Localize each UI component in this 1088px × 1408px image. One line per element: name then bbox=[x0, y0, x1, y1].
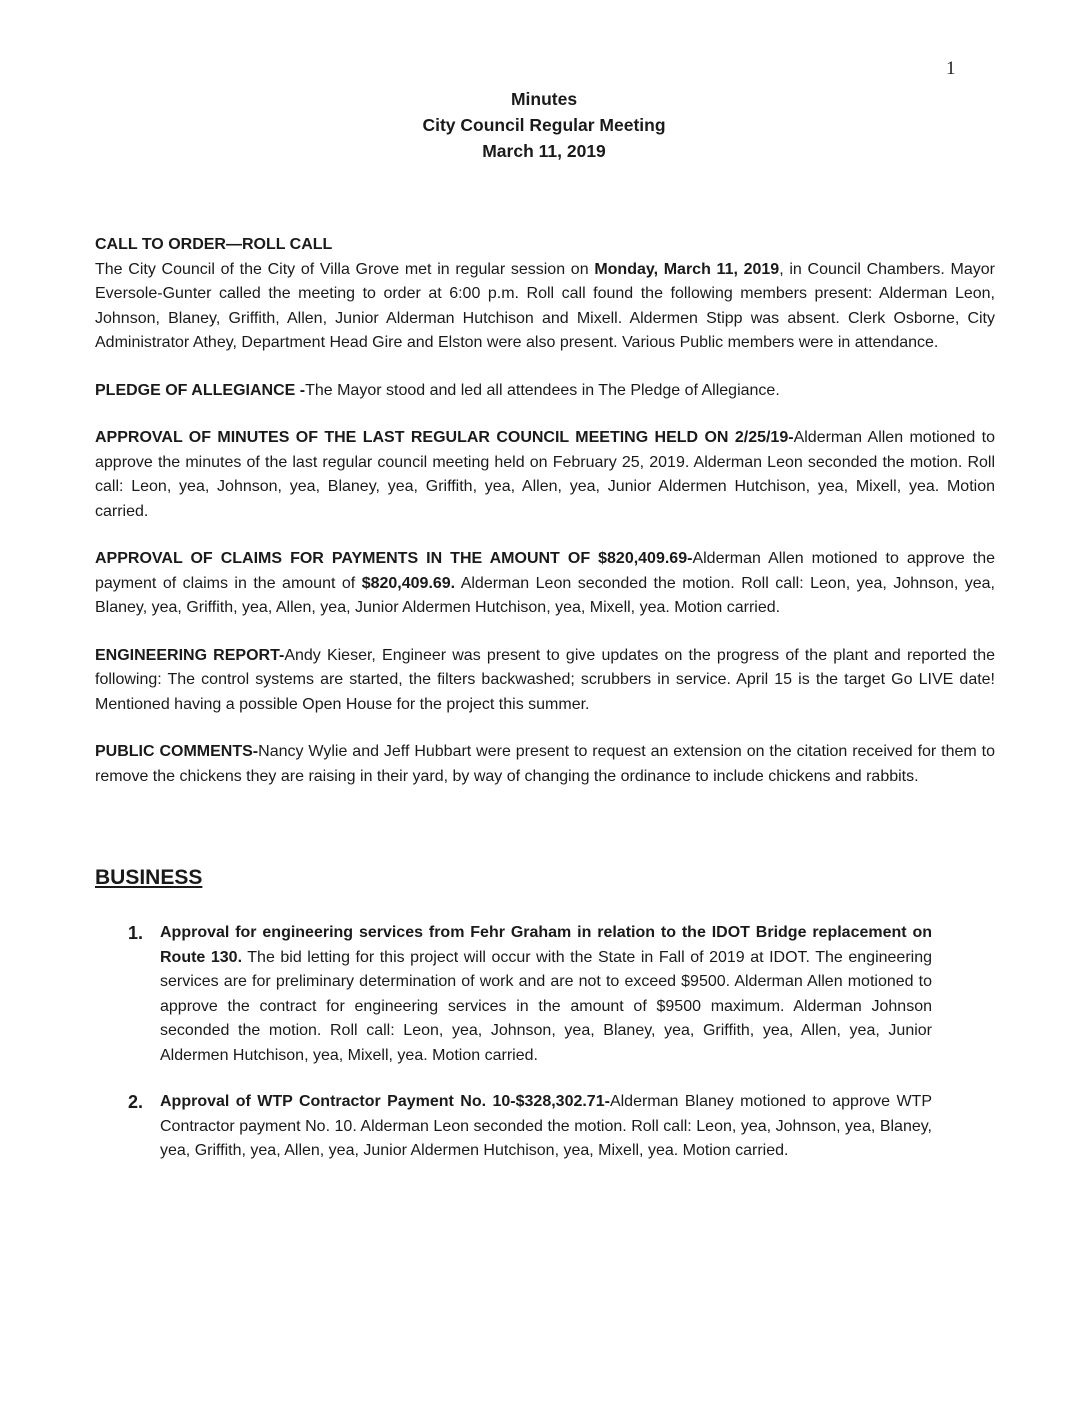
public-comments-text: Nancy Wylie and Jeff Hubbart were present to request an extension on the citation received for them to remove the chickens they are raising in their yard, by way of changing the ordinance to include chickens and rabbits. bbox=[95, 743, 996, 785]
business-item-number: 1. bbox=[128, 923, 144, 943]
approval-claims-amount: $820,409.69. bbox=[361, 574, 456, 592]
business-heading: BUSINESS bbox=[95, 866, 203, 889]
business-item bbox=[128, 921, 932, 1068]
engineering-report-text: Andy Kieser, Engineer was present to give updates on the progress of the plant and reported the following: The control systems are started, the filters backwashed; scrubbers in service. April 15 is the target Go LIVE date! Mentioned having a possible Open House for the project this summer. bbox=[95, 646, 996, 713]
approval-claims-text-a: Alderman Allen motioned to approve the payment of claims in the amount of bbox=[95, 550, 996, 592]
pledge-section bbox=[95, 379, 995, 404]
public-comments-heading: PUBLIC COMMENTS- bbox=[95, 743, 259, 760]
approval-minutes-heading: APPROVAL OF MINUTES OF THE LAST REGULAR COUNCIL MEETING HELD ON 2/25/19- bbox=[95, 429, 794, 446]
call-to-order-date: Monday, March 11, 2019 bbox=[594, 260, 780, 278]
call-to-order-text-b: , in Council Chambers. Mayor Eversole-Gunter called the meeting to order at 6:00 p.m. Roll call found the following members present: Alderman Leon, Johnson, Blaney, Griffith, Allen, Junior Alderman Hutchison and Mixell. Aldermen Stipp was absent. Clerk Osborne, City Administrator Athey, Department Head Gire and Elston were also present. Various Public members were in attendance. bbox=[95, 260, 995, 351]
approval-minutes-section bbox=[95, 426, 995, 524]
approval-claims-heading: APPROVAL OF CLAIMS FOR PAYMENTS IN THE AMOUNT OF $820,409.69- bbox=[95, 550, 693, 567]
minutes-body bbox=[95, 233, 995, 812]
approval-claims-text-b: Alderman Leon seconded the motion. Roll call: Leon, yea, Johnson, yea, Blaney, yea, Griffith, yea, Allen, yea, Junior Aldermen Hutchison, yea, Mixell, yea. Motion carried. bbox=[95, 574, 995, 616]
approval-claims-section bbox=[95, 547, 995, 621]
engineering-report-heading: ENGINEERING REPORT- bbox=[95, 646, 285, 664]
header-date: March 11, 2019 bbox=[482, 141, 606, 161]
business-item bbox=[128, 1090, 932, 1164]
header-meeting-type: City Council Regular Meeting bbox=[422, 115, 666, 135]
business-item-text: Alderman Blaney motioned to approve WTP Contractor payment No. 10. Alderman Leon seconded the motion. Roll call: Leon, yea, Johnson, yea, Blaney, yea, Griffith, yea, Allen, yea, Junior Aldermen Hutchison, yea, Mixell, yea. Motion carried. bbox=[160, 1093, 932, 1159]
header-title: Minutes bbox=[510, 89, 578, 109]
call-to-order-heading: CALL TO ORDER—ROLL CALL bbox=[95, 236, 333, 253]
call-to-order-paragraph bbox=[95, 258, 995, 356]
page-number: 1 bbox=[946, 58, 956, 79]
business-list bbox=[128, 921, 932, 1186]
document-header bbox=[0, 86, 1088, 164]
business-item-heading: Approval for engineering services from Fehr Graham in relation to the IDOT Bridge replacement on Route 130. bbox=[160, 924, 932, 966]
public-comments-section bbox=[95, 740, 995, 789]
business-item-number: 2. bbox=[128, 1092, 144, 1112]
pledge-heading: PLEDGE OF ALLEGIANCE - bbox=[95, 381, 306, 399]
business-item-text: The bid letting for this project will occur with the State in Fall of 2019 at IDOT. The engineering services are for preliminary determination of work and are not to exceed $9500. Alderman Allen motioned to approve the contract for engineering services in the amount of $9500 maximum. Alderman Johnson seconded the motion. Roll call: Leon, yea, Johnson, yea, Blaney, yea, Griffith, yea, Allen, yea, Junior Aldermen Hutchison, yea, Mixell, yea. Motion carried. bbox=[160, 948, 932, 1064]
approval-minutes-text: Alderman Allen motioned to approve the minutes of the last regular council meeting held on February 25, 2019. Alderman Leon seconded the motion. Roll call: Leon, yea, Johnson, yea, Blaney, yea, Griffith, yea, Allen, yea, Junior Aldermen Hutchison, yea, Mixell, yea. Motion carried. bbox=[95, 429, 996, 520]
call-to-order-text-a: The City Council of the City of Villa Grove met in regular session on bbox=[95, 260, 595, 278]
pledge-text: The Mayor stood and led all attendees in The Pledge of Allegiance. bbox=[305, 381, 780, 399]
engineering-report-section bbox=[95, 644, 995, 718]
business-item-heading: Approval of WTP Contractor Payment No. 10-$328,302.71- bbox=[160, 1093, 610, 1110]
call-to-order-section bbox=[95, 233, 995, 356]
